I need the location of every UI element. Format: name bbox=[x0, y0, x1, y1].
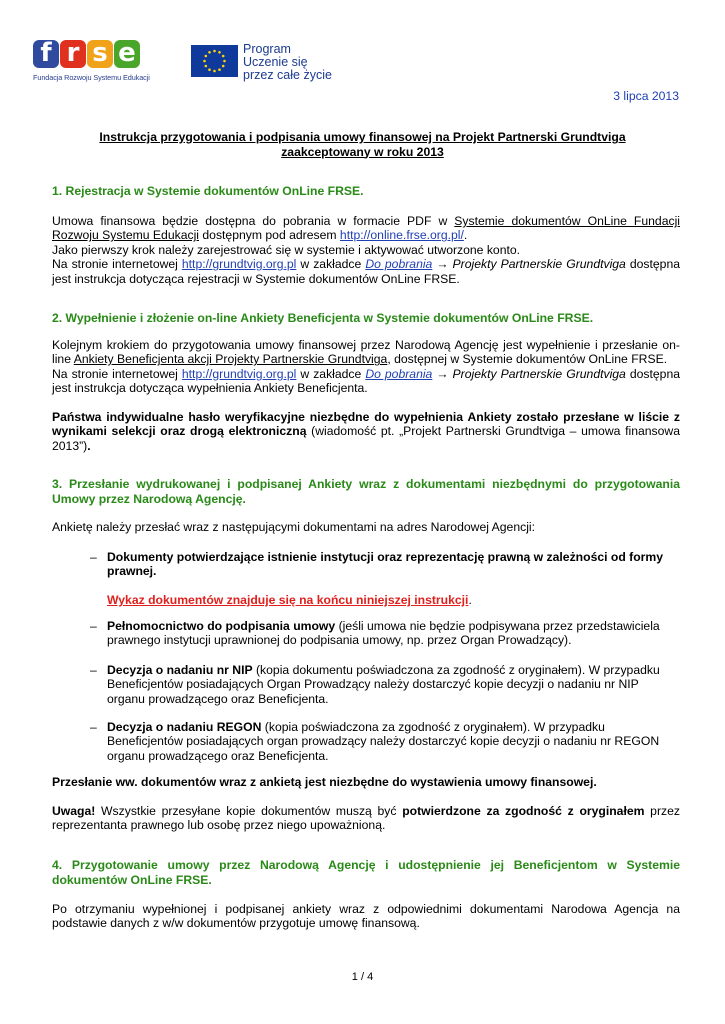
text: potwierdzone za zgodność z oryginałem bbox=[402, 804, 645, 818]
section-4-heading: 4. Przygotowanie umowy przez Narodową Agencję i udostępnienie jej Beneficjentom w Systemie dokumentów OnLine FRSE. bbox=[52, 858, 680, 887]
list-dash: – bbox=[90, 720, 97, 734]
section-1-heading: 1. Rejestracja w Systemie dokumentów OnLine FRSE. bbox=[52, 184, 364, 198]
text: Pełnomocnictwo do podpisania umowy bbox=[107, 619, 336, 633]
system-name: Systemie dokumentów OnLine Fundacji Rozwoju Systemu Edukacji bbox=[52, 214, 680, 243]
text: dostępna jest instrukcja dotycząca wypełnienia Ankiety Beneficjenta. bbox=[52, 366, 680, 396]
section-4-body: Po otrzymaniu wypełnionej i podpisanej ankiety wraz z odpowiednimi dokumentami Narodowa Agencja na podstawie danych z w/w dokumentów przygotuje umowę finansową. bbox=[52, 902, 680, 931]
list-dash: – bbox=[90, 663, 97, 677]
list-dash: – bbox=[90, 619, 97, 633]
do-pobrania-link[interactable]: Do pobrania bbox=[365, 257, 433, 272]
text: w zakładce bbox=[296, 366, 366, 381]
text: (jeśli umowa nie będzie podpisywana przez przedstawiciela prawnego instytucji uprawnionej do podpisania umowy, np. przez Organ Prowadzący). bbox=[107, 619, 660, 648]
frse-logo bbox=[33, 40, 148, 85]
text: Państwa indywidualne hasło weryfikacyjne niezbędne do wypełnienia Ankiety zostało przesłane w liście z wynikami selekcji oraz drogą elektroniczną bbox=[52, 410, 680, 439]
text: Decyzja o nadaniu REGON bbox=[107, 720, 262, 734]
program-line: Uczenie się bbox=[243, 55, 308, 69]
text: w zakładce bbox=[296, 257, 366, 272]
section-2-heading: 2. Wypełnienie i złożenie on-line Ankiety Beneficjenta w Systemie dokumentów OnLine FRSE. bbox=[52, 311, 594, 325]
text: (kopia poświadczona za zgodność z oryginałem). W przypadku Beneficjentów posiadających organ prowadzący należy dostarczyć kopie decyzji o nadaniu nr REGON organu prowadzącego oraz Beneficjenta. bbox=[107, 720, 660, 763]
list-item: Dokumenty potwierdzające istnienie instytucji oraz reprezentację prawną w zależności od formy prawnej. bbox=[107, 550, 664, 579]
online-frse-link[interactable]: http://online.frse.org.pl/ bbox=[339, 228, 464, 243]
red-note bbox=[107, 593, 677, 607]
paragraph: Jako pierwszy krok należy zarejestrować się w systemie i aktywować utworzone konto. bbox=[52, 242, 521, 257]
text: . bbox=[463, 228, 468, 243]
section-3-intro: Ankietę należy przesłać wraz z następującymi dokumentami na adres Narodowej Agencji: bbox=[52, 520, 536, 534]
program-logo-text bbox=[243, 43, 332, 82]
logo-letter: r bbox=[60, 40, 86, 68]
paragraph bbox=[52, 257, 680, 286]
list-dash: – bbox=[90, 550, 97, 564]
do-pobrania-link[interactable]: Do pobrania bbox=[365, 366, 433, 381]
list-item bbox=[107, 720, 677, 763]
paragraph bbox=[52, 338, 680, 367]
grundtvig-link[interactable]: http://grundtvig.org.pl bbox=[181, 366, 297, 381]
section-3-warning bbox=[52, 804, 680, 833]
text: Wykaz dokumentów znajduje się na końcu niniejszej instrukcji bbox=[107, 593, 469, 607]
eu-flag-icon bbox=[191, 45, 238, 77]
text: Uwaga! bbox=[52, 804, 96, 818]
page-number: 1 / 4 bbox=[351, 971, 374, 983]
path-text: Projekty Partnerskie Grundtviga bbox=[452, 366, 626, 381]
arrow-icon: → bbox=[432, 257, 453, 272]
program-line: Program bbox=[243, 42, 291, 56]
text: dostępnym pod adresem bbox=[199, 228, 340, 243]
survey-name: Ankiety Beneficjenta akcji Projekty Partnerskie Grundtviga bbox=[73, 352, 388, 367]
arrow-icon: → bbox=[432, 366, 453, 381]
section-3-requirement: Przesłanie ww. dokumentów wraz z ankietą jest niezbędne do wystawienia umowy finansowej. bbox=[52, 775, 597, 789]
list-item bbox=[107, 619, 677, 648]
text: (wiadomość pt. „Projekt Partnerski Grundtviga – umowa finansowa 2013”) bbox=[52, 424, 680, 453]
frse-logo-letters bbox=[33, 40, 140, 70]
logo-letter: f bbox=[33, 40, 59, 68]
text: Na stronie internetowej bbox=[52, 257, 182, 272]
text: , dostępnej w Systemie dokumentów OnLine FRSE. bbox=[387, 352, 668, 367]
grundtvig-link[interactable]: http://grundtvig.org.pl bbox=[181, 257, 297, 272]
text: (kopia dokumentu poświadczona za zgodność z oryginałem). W przypadku Beneficjentów posiadających Organ Prowadzący należy dostarczyć kopie decyzji o nadaniu nr NIP organu prowadzącego oraz Beneficjenta. bbox=[107, 663, 660, 706]
title-line: Instrukcja przygotowania i podpisania umowy finansowej na Projekt Partnerski Grundtviga bbox=[99, 130, 626, 144]
program-line: przez całe życie bbox=[243, 68, 332, 82]
text: Na stronie internetowej bbox=[52, 366, 182, 381]
document-date: 3 lipca 2013 bbox=[613, 89, 679, 103]
document-title bbox=[52, 130, 673, 159]
text: Kolejnym krokiem do przygotowania umowy finansowej przez Narodową Agencję jest wypełnienie i przesłanie on-line bbox=[52, 338, 680, 367]
frse-logo-caption: Fundacja Rozwoju Systemu Edukacji bbox=[33, 73, 150, 82]
text: Wszystkie przesyłane kopie dokumentów muszą być bbox=[95, 804, 403, 818]
text: Umowa finansowa będzie dostępna do pobrania w formacie PDF w bbox=[52, 214, 455, 228]
text: Decyzja o nadaniu nr NIP bbox=[107, 663, 253, 677]
title-line: zaakceptowany w roku 2013 bbox=[281, 144, 444, 159]
logo-letter: e bbox=[114, 40, 140, 68]
logo-letter: s bbox=[87, 40, 113, 68]
path-text: Projekty Partnerskie Grundtviga bbox=[452, 257, 626, 272]
text: . bbox=[87, 438, 91, 453]
paragraph bbox=[52, 214, 680, 243]
section-2-password-note bbox=[52, 410, 680, 453]
section-3-heading: 3. Przesłanie wydrukowanej i podpisanej Ankiety wraz z dokumentami niezbędnymi do przygotowania Umowy przez Narodową Agencję. bbox=[52, 477, 680, 506]
text: przez reprezentanta prawnego lub osobę przez niego upoważnioną. bbox=[52, 804, 680, 833]
section-1-body bbox=[52, 214, 680, 286]
paragraph bbox=[52, 367, 680, 396]
text: . bbox=[468, 593, 472, 607]
section-2-body bbox=[52, 338, 680, 396]
list-item bbox=[107, 663, 677, 706]
text: dostępna jest instrukcja dotycząca rejestracji w Systemie dokumentów OnLine FRSE. bbox=[52, 257, 680, 286]
